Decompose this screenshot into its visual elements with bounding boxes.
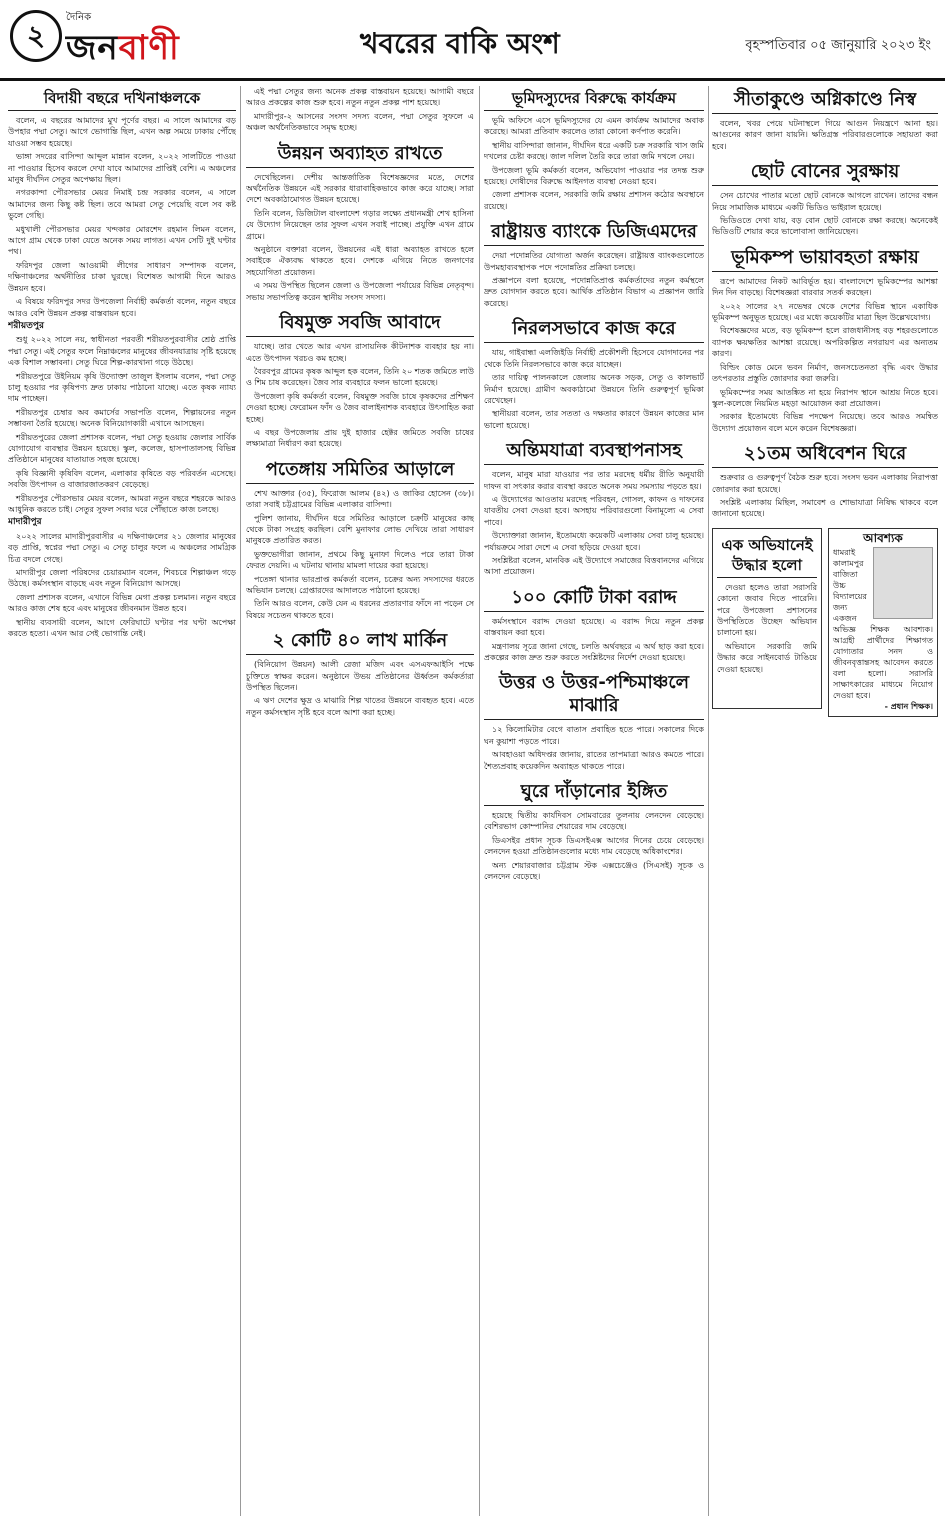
article-paragraph: রূপে আমাদের নিকট আবির্ভূত হয়। বাংলাদেশে ভূমিকম্পের আশঙ্কা দিন দিন বাড়ছে। বিশেষজ্ঞরা বারবার সতর্ক করছেন। <box>712 276 938 298</box>
article-headline: ২১তম অধিবেশন ঘিরে <box>712 442 938 468</box>
article-paragraph: এই পদ্মা সেতুর জন্য অনেক প্রকল্প বাস্তবায়ন হয়েছে। আগামী বছরে আরও প্রকল্পের কাজ শুরু হবে। নতুন নতুন প্রকল্প পাশ হয়েছে। <box>246 87 474 108</box>
article-paragraph: কৃষি বিজ্ঞানী কৃষিবিদ বলেন, এলাকার কৃষিতে বড় পরিবর্তন এসেছে। সবজি উৎপাদন ও বাজারজাতকরণ বেড়েছে। <box>8 468 236 490</box>
column-2 <box>246 86 474 1516</box>
article-paragraph: শরীয়তপুর চেম্বার অব কমার্সের সভাপতি বলেন, শিল্পায়নের নতুন সম্ভাবনা তৈরি হয়েছে। অনেক বিনিয়োগকারী এখানে আসছেন। <box>8 407 236 429</box>
notice-title: আবশ্যক <box>863 530 903 545</box>
article-paragraph: সেন চোখের পাতার মতো ছোট বোনকে আগলে রাখেন। তাদের বন্ধন নিয়ে সামাজিক মাধ্যমে একটি ভিডিও ভাইরাল হয়েছে। <box>712 191 938 212</box>
article-box <box>712 528 822 709</box>
article <box>246 311 474 450</box>
article-paragraph: বৈরবপুর গ্রামের কৃষক আব্দুল হক বলেন, তিনি ২০ শতক জমিতে লাউ ও শিম চাষ করেছেন। জৈব সার ব্যবহারে ফলন ভালো হয়েছে। <box>246 366 474 388</box>
article-headline: পতেঙ্গায় সমিতির আড়ালে <box>246 458 474 484</box>
article-paragraph: ফরিদপুর জেলা আওয়ামী লীগের সাধারণ সম্পাদক বলেন, দক্ষিণাঞ্চলের অর্থনীতির চাকা ঘুরছে। বিশেষত আগামী দিনে আরও উন্নয়ন হবে। <box>8 260 236 293</box>
article-headline: নিরলসভাবে কাজ করে <box>484 317 704 343</box>
article-paragraph: ভূমিকম্পের সময় আতঙ্কিত না হয়ে নিরাপদ স্থানে আশ্রয় নিতে হবে। স্কুল-কলেজে নিয়মিত মহড়া আয়োজন করা প্রয়োজন। <box>712 387 938 408</box>
article-paragraph: সরকার ইতোমধ্যে বিভিন্ন পদক্ষেপ নিয়েছে। তবে আরও সমন্বিত উদ্যোগ প্রয়োজন বলে মনে করেন বিশেষজ্ঞরা। <box>712 412 938 433</box>
article-paragraph: (বিনিয়োগ উন্নয়ন) আলী রেজা মজিদ এবং এসএফআইসি পক্ষে চুক্তিতে স্বাক্ষর করেন। অনুষ্ঠানে উভয় প্রতিষ্ঠানের ঊর্ধ্বতন কর্মকর্তারা উপস্থিত ছিলেন। <box>246 660 474 693</box>
article-paragraph: বিশেষজ্ঞদের মতে, বড় ভূমিকম্প হলে রাজধানীসহ বড় শহরগুলোতে ব্যাপক ক্ষয়ক্ষতির আশঙ্কা রয়েছে। অপরিকল্পিত নগরায়ণ এর অন্যতম কারণ। <box>712 326 938 359</box>
article-headline: উত্তর ও উত্তর-পশ্চিমাঞ্চলে মাঝারি <box>484 671 704 720</box>
article <box>484 586 704 664</box>
article-paragraph: ২০২২ সালের মাদারীপুরবাসীর এ দক্ষিণাঞ্চলের ২১ জেলার মানুষের বড় প্রাপ্তি, স্বপ্নের পদ্মা সেতু। এ সেতু চালুর ফলে এ অঞ্চলের সামগ্রিক চিত্র বদলে গেছে। <box>8 531 236 564</box>
article-headline: ২ কোটি ৪০ লাখ মার্কিন <box>246 629 474 655</box>
article-paragraph: ডিএসইর প্রধান সূচক ডিএসইএক্স আগের দিনের চেয়ে বেড়েছে। লেনদেন হওয়া প্রতিষ্ঠানগুলোর মধ্যে দাম বেড়েছে অধিকাংশের। <box>484 835 704 857</box>
article <box>246 458 474 621</box>
article-paragraph: বলেন, এ বছরের আমাদের মুখ পূর্ণের বছর। এ সালে আমাদের বড় উপহার পদ্মা সেতু। আগে ভোগান্তি ছিল, এখন অল্প সময়ে ঢাকায় পৌঁছে যাওয়া সম্ভব হয়েছে। <box>8 116 236 148</box>
article-paragraph: শরীয়তপুরের জেলা প্রশাসক বলেন, পদ্মা সেতু হওয়ায় জেলার সার্বিক যোগাযোগ ব্যবস্থার উন্নয়ন হয়েছে। স্কুল, কলেজ, হাসপাতালসহ বিভিন্ন প্রতিষ্ঠানে মানুষের যাতায়াত সহজ হয়েছে। <box>8 432 236 465</box>
article-paragraph: মাদারীপুর-২ আসনের সংসদ সদস্য বলেন, পদ্মা সেতুর সুফলে এ অঞ্চল অর্থনৈতিকভাবে সমৃদ্ধ হচ্ছে। <box>246 111 474 133</box>
article-paragraph: এ বছর উপজেলায় প্রায় দুই হাজার হেক্টর জমিতে সবজি চাষের লক্ষ্যমাত্রা নির্ধারণ করা হয়েছে। <box>246 427 474 449</box>
article-paragraph: সংশ্লিষ্ট এলাকায় মিছিল, সমাবেশ ও শোভাযাত্রা নিষিদ্ধ থাকবে বলে জানানো হয়েছে। <box>712 497 938 519</box>
article-paragraph: স্থানীয়রা বলেন, তার সততা ও দক্ষতার কারণে উন্নয়ন কাজের মান ভালো হয়েছে। <box>484 409 704 430</box>
article-paragraph: সংশ্লিষ্টরা বলেন, মানবিক এই উদ্যোগে সমাজের বিত্তবানদের এগিয়ে আসা প্রয়োজন। <box>484 555 704 577</box>
article-headline: অন্তিমযাত্রা ব্যবস্থাপনাসহ <box>484 439 704 465</box>
article-headline: উন্নয়ন অব্যাহত রাখতে <box>246 142 474 168</box>
article-paragraph: এ উদ্যোগের আওতায় মরদেহ পরিবহন, গোসল, কাফন ও দাফনের যাবতীয় সেবা দেওয়া হবে। অসহায় পরিবারগুলো বিনামূল্যে এ সেবা পাবে। <box>484 494 704 527</box>
article-paragraph: বলেন, মানুষ মারা যাওয়ার পর তার মরদেহ ধর্মীয় রীতি অনুযায়ী দাফন বা সৎকার করার ব্যবস্থা করতে অনেক সময় সমস্যায় পড়তে হয়। <box>484 470 704 491</box>
paper-logo: জনবাণী <box>66 28 180 68</box>
article-paragraph: এ সময় উপস্থিত ছিলেন জেলা ও উপজেলা পর্যায়ের বিভিন্ন নেতৃবৃন্দ। সভায় সভাপতিত্ব করেন স্থানীয় সংসদ সদস্য। <box>246 281 474 302</box>
article-paragraph: এ ঋণ দেশের ক্ষুদ্র ও মাঝারি শিল্প খাতের উন্নয়নে ব্যবহৃত হবে। এতে নতুন কর্মসংস্থান সৃষ্টি হবে বলে আশা করা হচ্ছে। <box>246 696 474 717</box>
article-paragraph: দেখেছিলেন। দেশীয় আন্তর্জাতিক বিশেষজ্ঞদের মতে, দেশের অর্থনৈতিক উন্নয়নে এই সরকার ধারাবাহিকভাবে কাজ করে যাচ্ছে। সারা দেশে অবকাঠামোগত উন্নয়ন হয়েছে। <box>246 172 474 205</box>
article-paragraph: মন্ত্রণালয় সূত্রে জানা গেছে, চলতি অর্থবছরে এ অর্থ ছাড় করা হবে। প্রকল্পের কাজ দ্রুত শুরু করতে সংশ্লিষ্টদের নির্দেশ দেওয়া হয়েছে। <box>484 641 704 662</box>
article-headline: ভূমিদস্যুদের বিরুদ্ধে কার্যক্রম <box>484 88 704 111</box>
article-paragraph: শুক্রবার ও গুরুত্বপূর্ণ বৈঠক শুরু হবে। সংসদ ভবন এলাকায় নিরাপত্তা জোরদার করা হয়েছে। <box>712 473 938 494</box>
article <box>484 88 704 212</box>
article-paragraph: তার দায়িত্ব পালনকালে জেলায় অনেক সড়ক, সেতু ও কালভার্ট নির্মাণ হয়েছে। গ্রামীণ অবকাঠামো উন্নয়নে তিনি গুরুত্বপূর্ণ ভূমিকা রেখেছেন। <box>484 373 704 405</box>
article <box>484 780 704 882</box>
article-paragraph: জেলা প্রশাসক বলেন, সরকারি জমি রক্ষায় প্রশাসন কঠোর অবস্থানে রয়েছে। <box>484 190 704 211</box>
notice-signature: - প্রধান শিক্ষক। <box>884 701 933 711</box>
article <box>246 86 474 134</box>
column-divider <box>240 86 241 1516</box>
article-subhead: শরীয়তপুর <box>8 320 44 331</box>
article-paragraph: উপজেলা ভূমি কর্মকর্তা বলেন, অভিযোগ পাওয়ার পর তদন্ত শুরু হয়েছে। দোষীদের বিরুদ্ধে আইনগত ব্যবস্থা নেওয়া হবে। <box>484 165 704 187</box>
article-paragraph: ভুক্তভোগীরা জানান, প্রথমে কিছু মুনাফা দিলেও পরে তারা টাকা ফেরত দেয়নি। এ ঘটনায় থানায় মামলা দায়ের করা হয়েছে। <box>246 549 474 571</box>
article <box>712 442 938 520</box>
article-paragraph: মধুখালী পৌরসভার মেয়র খন্দকার মোরশেদ রহমান লিমন বলেন, আগে গ্রাম থেকে ঢাকা যেতে অনেক সময় লাগত। এখন সেটি দুই ঘণ্টার পথ। <box>8 224 236 257</box>
article <box>484 439 704 578</box>
article-paragraph: উপজেলা কৃষি কর্মকর্তা বলেন, বিষমুক্ত সবজি চাষে কৃষকদের প্রশিক্ষণ দেওয়া হচ্ছে। ফেরোমন ফাঁদ ও জৈব বালাইনাশক ব্যবহারে উৎসাহিত করা হচ্ছে। <box>246 391 474 424</box>
column-divider <box>479 86 480 1516</box>
article-paragraph: অনুষ্ঠানে বক্তারা বলেন, উন্নয়নের এই ধারা অব্যাহত রাখতে হলে সবাইকে ঐক্যবদ্ধ থাকতে হবে। দেশকে এগিয়ে নিতে জনগণের সহযোগিতা প্রয়োজন। <box>246 245 474 277</box>
article-headline: ঘুরে দাঁড়ানোর ইঙ্গিত <box>484 780 704 806</box>
article-headline: ছোট বোনের সুরক্ষায় <box>712 160 938 186</box>
article-paragraph: উদ্যোক্তারা জানান, ইতোমধ্যে কয়েকটি এলাকায় সেবা চালু হয়েছে। পর্যায়ক্রমে সারা দেশে এ সেবা ছড়িয়ে দেওয়া হবে। <box>484 531 704 552</box>
article-paragraph: স্থানীয় বাসিন্দারা জানান, দীর্ঘদিন ধরে একটি চক্র সরকারি খাস জমি দখলের চেষ্টা করছে। জাল দলিল তৈরি করে তারা জমি দখলে নেয়। <box>484 140 704 162</box>
article-headline: বিষমুক্ত সবজি আবাদে <box>246 311 474 337</box>
article-paragraph: আবহাওয়া অধিদপ্তর জানায়, রাতের তাপমাত্রা আরও কমতে পারে। শৈত্যপ্রবাহ কয়েকদিন অব্যাহত থাকতে পারে। <box>484 750 704 771</box>
column-4 <box>712 86 938 1516</box>
article-paragraph: বলেন, খবর পেয়ে ঘটনাস্থলে গিয়ে আগুন নিয়ন্ত্রণে আনা হয়। আগুনের কারণ জানা যায়নি। ক্ষতিগ্রস্ত পরিবারগুলোকে সহায়তা করা হবে। <box>712 119 938 151</box>
article-paragraph: শেখ আক্তার (৩৫), ফিরোজ আলম (৪২) ও জাকির হোসেন (৩৮)। তারা সবাই চট্টগ্রামের বিভিন্ন এলাকার বাসিন্দা। <box>246 488 474 510</box>
article-paragraph: অভিযানে সরকারি জমি উদ্ধার করে সাইনবোর্ড টাঙিয়ে দেওয়া হয়েছে। <box>717 641 817 674</box>
article-paragraph: জেলা প্রশাসক বলেন, এখানে বিভিন্ন মেগা প্রকল্প চলমান। নতুন বছরে আরও কাজ শেষ হবে এবং মানুষের জীবনমান উন্নত হবে। <box>8 592 236 614</box>
paper-small-label: দৈনিক <box>66 12 92 23</box>
article-headline: এক অভিযানেই উদ্ধার হলো <box>717 535 817 578</box>
article <box>8 88 236 639</box>
article-paragraph: প্রজ্ঞাপনে বলা হয়েছে, পদোন্নতিপ্রাপ্ত কর্মকর্তাদের নতুন কর্মস্থলে দ্রুত যোগদান করতে হবে। আর্থিক প্রতিষ্ঠান বিভাগ এ প্রজ্ঞাপন জারি করেছে। <box>484 276 704 308</box>
article <box>484 220 704 309</box>
article-paragraph: মাদারীপুর জেলা পরিষদের চেয়ারম্যান বলেন, শিবচরে শিল্পাঞ্চল গড়ে উঠছে। কর্মসংস্থান বাড়ছে এবং নতুন বিনিয়োগ আসছে। <box>8 568 236 589</box>
article <box>712 88 938 152</box>
page-number: ২ <box>10 10 62 62</box>
article-headline: ১০০ কোটি টাকা বরাদ্দ <box>484 586 704 612</box>
article-paragraph: স্থানীয় ব্যবসায়ী বলেন, আগে ফেরিঘাটে ঘণ্টার পর ঘণ্টা অপেক্ষা করতে হতো। এখন আর সেই ভোগান্তি নেই। <box>8 617 236 639</box>
article <box>484 317 704 431</box>
article-paragraph: শরীয়তপুর পৌরসভার মেয়র বলেন, আমরা নতুন বছরে শহরকে আরও আধুনিক করতে চাই। সেতুর সুফল সবার ঘরে পৌঁছাতে কাজ চলছে। <box>8 493 236 514</box>
article-paragraph: ভিডিওতে দেখা যায়, বড় বোন ছোট বোনকে রক্ষা করছে। অনেকেই ভিডিওটি শেয়ার করে ভালোবাসা জানিয়েছেন। <box>712 216 938 237</box>
article-paragraph: তিনি বলেন, ডিজিটাল বাংলাদেশ গড়ার লক্ষ্যে প্রধানমন্ত্রী শেখ হাসিনা যে উদ্যোগ নিয়েছেন তার সুফল এখন সবাই পাচ্ছে। প্রযুক্তি এখন গ্রামে গ্রামে। <box>246 208 474 241</box>
article <box>712 246 938 434</box>
article <box>484 671 704 772</box>
article-paragraph: নগরকান্দা পৌরসভার মেয়র নিমাই চন্দ্র সরকার বলেন, এ সালে আমাদের জন্য কিছু কষ্ট ছিল। তবে আমরা সেতু পেয়েছি বলে সব কষ্ট ভুলে গেছি। <box>8 188 236 221</box>
article <box>246 629 474 718</box>
article-paragraph: এ বিষয়ে ফরিদপুর সদর উপজেলা নির্বাহী কর্মকর্তা বলেন, নতুন বছরে আরও বেশি উন্নয়ন প্রকল্প বাস্তবায়ন হবে। <box>8 297 236 318</box>
column-3 <box>484 86 704 1516</box>
column-1 <box>8 86 236 1516</box>
article-paragraph: শুধু ২০২২ সালে নয়, স্বাধীনতা পরবর্তী শরীয়তপুরবাসীর শ্রেষ্ঠ প্রাপ্তি পদ্মা সেতু। এই সেতুর ফলে নিম্নাঞ্চলের মানুষের জীবনযাত্রায় সৃষ্টি হয়েছে এক বিশাল সম্ভাবনা। সেতু ঘিরে শিল্প-কারখানা গড়ে উঠছে। <box>8 335 236 368</box>
article-paragraph: অন্য শেয়ারবাজার চট্টগ্রাম স্টক এক্সচেঞ্জেও (সিএসই) সূচক ও লেনদেন বেড়েছে। <box>484 860 704 882</box>
article-paragraph: দেয়া পদোন্নতির যোগ্যতা অর্জন করেছেন। রাষ্ট্রায়ত্ত ব্যাংকগুলোতে উপমহাব্যবস্থাপক পদে পদোন্নতির প্রক্রিয়া চলছে। <box>484 251 704 272</box>
dateline: বৃহস্পতিবার ০৫ জানুয়ারি ২০২৩ ইং <box>745 38 931 53</box>
article-paragraph: যাচ্ছে। তার খেতে আর এখন রাসায়নিক কীটনাশক ব্যবহার হয় না। এতে উৎপাদন খরচও কম হচ্ছে। <box>246 342 474 363</box>
classified-notice <box>828 528 938 717</box>
article-paragraph: দেওয়া হলেও তারা সরাসরি কোনো জবাব দিতে পারেনি। পরে উপজেলা প্রশাসনের উপস্থিতিতে উচ্ছেদ অভিযান চালানো হয়। <box>717 582 817 638</box>
article-headline: ভূমিকম্প ভায়াবহতা রক্ষায় <box>712 246 938 272</box>
article <box>246 142 474 303</box>
article-paragraph: যায়, গাইবান্ধা এলজিইডি নির্বাহী প্রকৌশলী হিসেবে যোগদানের পর থেকে তিনি নিরলসভাবে কাজ করে যাচ্ছেন। <box>484 348 704 369</box>
article-headline: রাষ্ট্রায়ত্ত ব্যাংকে ডিজিএমদের <box>484 220 704 246</box>
article-paragraph: ভূমি অফিসে এসে ভূমিদস্যুদের যে এমন কার্যক্রম আমাদের অবাক করেছে। আমরা প্রতিবাদ করলেও তারা কোনো কর্ণপাত করেনি। <box>484 116 704 137</box>
article-headline: সীতাকুণ্ডে অগ্নিকাণ্ডে নিস্ব <box>712 88 938 114</box>
article-paragraph: তিনি আরও বলেন, কেউ যেন এ ধরনের প্রতারণার ফাঁদে না পড়েন সে বিষয়ে সচেতন থাকতে হবে। <box>246 599 474 620</box>
section-title: খবরের বাকি অংশ <box>360 27 560 60</box>
article-paragraph: হয়েছে দ্বিতীয় কার্যদিবস সোমবারের তুলনায় লেনদেন বেড়েছে। বেশিরভাগ কোম্পানির শেয়ারের দাম বেড়েছে। <box>484 811 704 832</box>
column-divider <box>708 86 709 1516</box>
article-paragraph: ১২ কিলোমিটার বেগে বাতাস প্রবাহিত হতে পারে। সকালের দিকে ঘন কুয়াশা পড়তে পারে। <box>484 725 704 746</box>
article-paragraph: পতেঙ্গা থানার ভারপ্রাপ্ত কর্মকর্তা বলেন, চক্রের অন্য সদস্যদের ধরতে অভিযান চলছে। গ্রেপ্তারদের আদালতে পাঠানো হয়েছে। <box>246 574 474 595</box>
article-paragraph: শরীয়তপুরে উইনিয়ম কৃষি উদ্যোক্তা তাজুল ইসলাম বলেন, পদ্মা সেতু চালু হওয়ার পর কৃষিপণ্য দ্রুত ঢাকায় পাঠানো যাচ্ছে। এতে কৃষক ন্যায্য দাম পাচ্ছেন। <box>8 371 236 404</box>
notice-text: ধামরাই কালামপুর বাজিতা উচ্চ বিদ্যালয়ের জন্য একজন অভিজ্ঞ শিক্ষক আবশ্যক। আগ্রহী প্রার্থীদের শিক্ষাগত যোগ্যতার সনদ ও জীবনবৃত্তান্তসহ আবেদন করতে বলা হলো। সরাসরি সাক্ষাৎকারের মাধ্যমে নিয়োগ দেওয়া হবে। <box>833 547 933 700</box>
article-paragraph: ভাঙ্গা সদরের বাসিন্দা আব্দুল মান্নান বলেন, ২০২২ সালটিতে পাওয়া না পাওয়ার হিসেব করলে দেখা যাবে আমাদের প্রাপ্তিই বেশি। এ অঞ্চলের মানুষ দীর্ঘদিন সেতুর অপেক্ষায় ছিল। <box>8 152 236 185</box>
bottom-row <box>712 528 938 717</box>
article-subhead: মাদারীপুর <box>8 517 42 528</box>
masthead <box>0 0 945 81</box>
article-paragraph: পুলিশ জানায়, দীর্ঘদিন ধরে সমিতির আড়ালে চক্রটি মানুষের কাছ থেকে টাকা সংগ্রহ করছিল। বেশি মুনাফার লোভ দেখিয়ে তারা সাধারণ মানুষকে প্রতারিত করত। <box>246 513 474 546</box>
article-headline: বিদায়ী বছরে দখিনাঞ্চলকে <box>8 88 236 111</box>
article-paragraph: ২০২২ সালের ২৭ নভেম্বর থেকে দেশের বিভিন্ন স্থানে একাধিক ভূমিকম্প অনুভূত হয়েছে। এর মধ্যে কয়েকটির মাত্রা ছিল উল্লেখযোগ্য। <box>712 301 938 323</box>
notice-photo <box>873 547 933 619</box>
article <box>712 160 938 238</box>
article-paragraph: কর্মসংস্থানে বরাদ্দ দেওয়া হয়েছে। এ বরাদ্দ দিয়ে নতুন প্রকল্প বাস্তবায়ন করা হবে। <box>484 616 704 638</box>
article-paragraph: বিল্ডিং কোড মেনে ভবন নির্মাণ, জনসচেতনতা বৃদ্ধি এবং উদ্ধার তৎপরতার প্রস্তুতি জোরদার করা জরুরি। <box>712 362 938 384</box>
